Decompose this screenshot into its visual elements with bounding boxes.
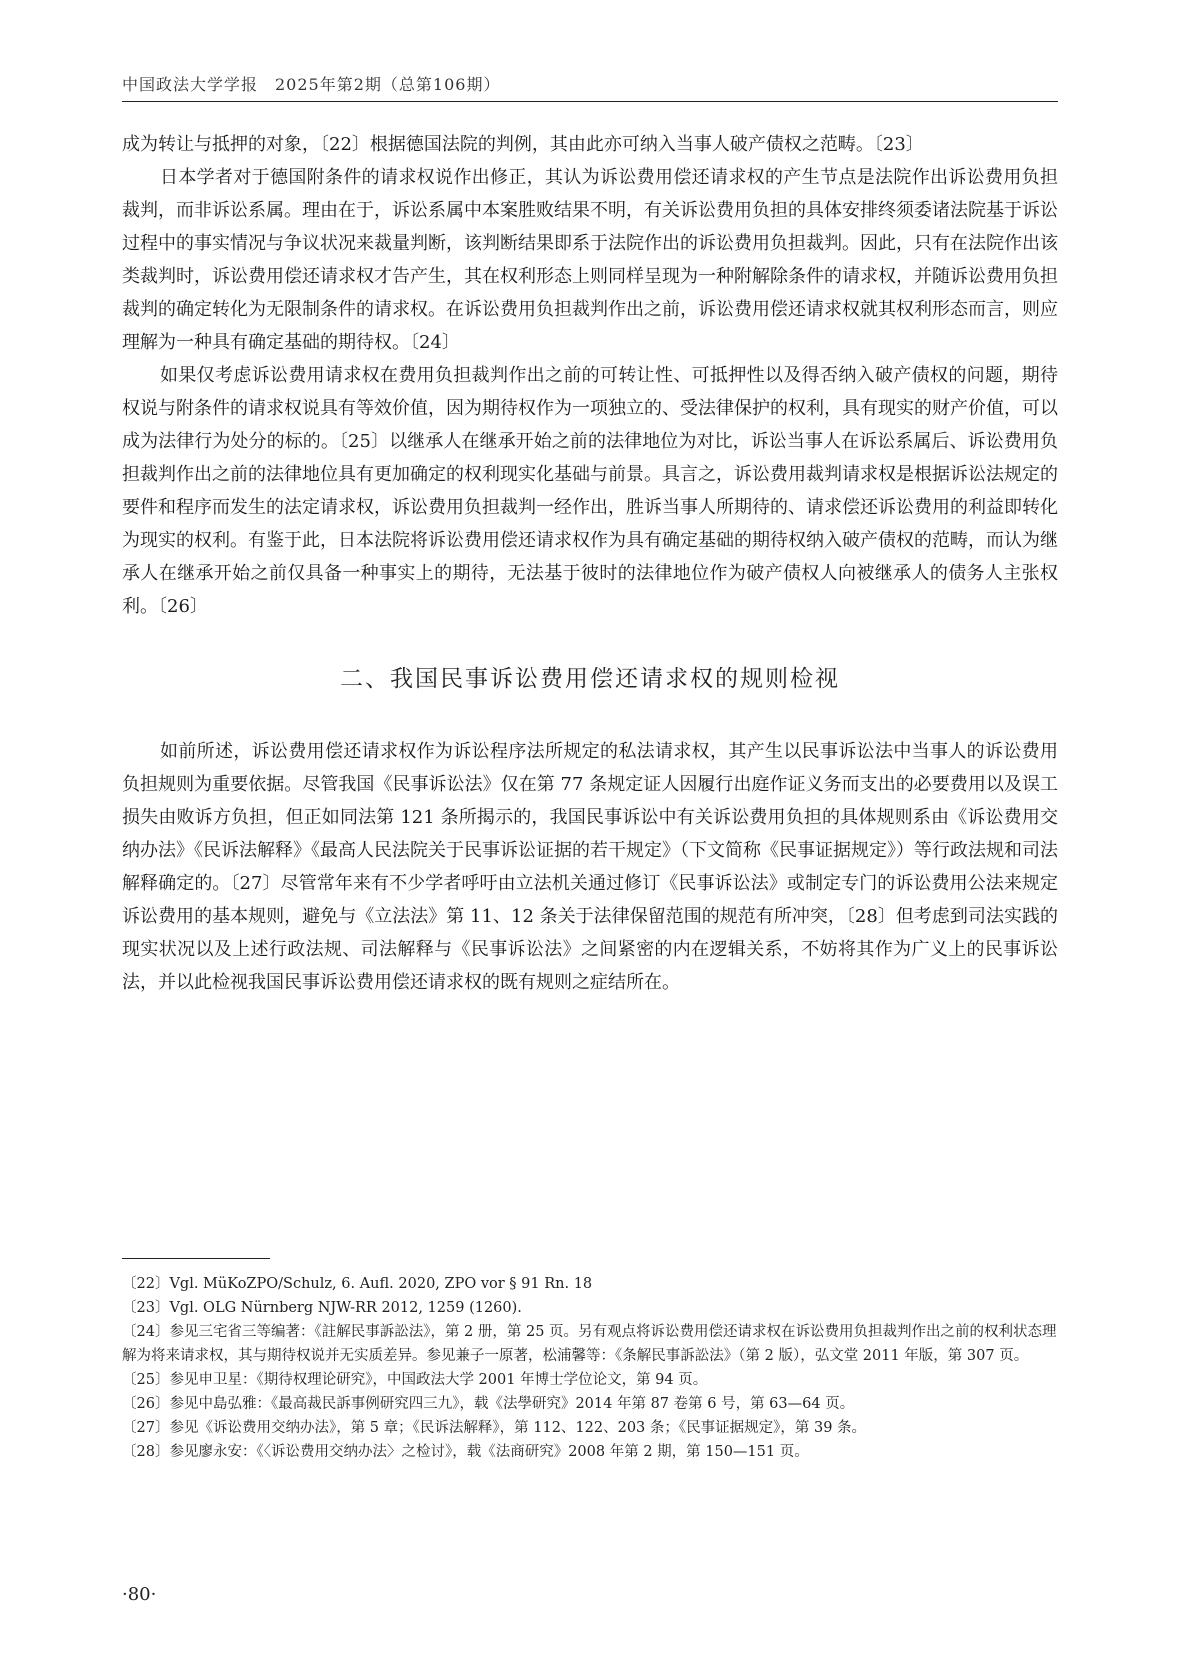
footnote-25: 〔25〕参见申卫星：《期待权理论研究》，中国政法大学 2001 年博士学位论文，第 94 页。 [122,1372,708,1388]
section-heading-block [122,623,1058,735]
footnote-27: 〔27〕参见《诉讼费用交纳办法》，第 5 章；《民诉法解释》，第 112、122、203 条；《民事证据规定》，第 39 条。 [122,1420,867,1436]
paragraph-3: 如果仅考虑诉讼费用请求权在费用负担裁判作出之前的可转让性、可抵押性以及得否纳入破产债权的问题，期待权说与附条件的请求权说具有等效价值，因为期待权作为一项独立的、受法律保护的权利，具有现实的财产价值，可以成为法律行为处分的标的。〔25〕以继承人在继承开始之前的法律地位为对比，诉讼当事人在诉讼系属后、诉讼费用负担裁判作出之前的法律地位具有更加确定的权利现实化基础与前景。具言之，诉讼费用裁判请求权是根据诉讼法规定的要件和程序而发生的法定请求权，诉讼费用负担裁判一经作出，胜诉当事人所期待的、请求偿还诉讼费用的利益即转化为现实的权利。有鉴于此，日本法院将诉讼费用偿还请求权作为具有确定基础的期待权纳入破产债权的范畴，而认为继承人在继承开始之前仅具备一种事实上的期待，无法基于彼时的法律地位作为破产债权人向被继承人的债务人主张权利。〔26〕 [122,365,1058,617]
footnote-24: 〔24〕参见三宅省三等编著：《註解民事訴訟法》，第 2 册，第 25 页。另有观点将诉讼费用偿还请求权在诉讼费用负担裁判作出之前的权利状态理解为将来请求权，其与期待权说并无实质差异。参见兼子一原著，松浦馨等：《条解民事訴訟法》（第 2 版），弘文堂 2011 年版，第 307 页。 [122,1324,1057,1364]
footnote-28: 〔28〕参见廖永安：《〈诉讼费用交纳办法〉之检讨》，载《法商研究》2008 年第 2 期，第 150—151 页。 [122,1444,809,1460]
page-number: ·80· [122,1584,157,1605]
section-title: 二、我国民事诉讼费用偿还请求权的规则检视 [340,666,840,692]
footnote-26: 〔26〕参见中島弘雅：《最高裁民訴事例研究四三九》，载《法學研究》2014 年第 87 卷第 6 号，第 63—64 页。 [122,1396,855,1412]
header-rule [122,101,1058,102]
paragraph-4: 如前所述，诉讼费用偿还请求权作为诉讼程序法所规定的私法请求权，其产生以民事诉讼法中当事人的诉讼费用负担规则为重要依据。尽管我国《民事诉讼法》仅在第 77 条规定证人因履行出庭作证义务而支出的必要费用以及误工损失由败诉方负担，但正如同法第 121 条所揭示的，我国民事诉讼中有关诉讼费用负担的具体规则系由《诉讼费用交纳办法》《民诉法解释》《最高人民法院关于民事诉讼证据的若干规定》（下文简称《民事证据规定》）等行政法规和司法解释确定的。〔27〕尽管常年来有不少学者呼吁由立法机关通过修订《民事诉讼法》或制定专门的诉讼费用公法来规定诉讼费用的基本规则，避免与《立法法》第 11、12 条关于法律保留范围的规范有所冲突，〔28〕但考虑到司法实践的现实状况以及上述行政法规、司法解释与《民事诉讼法》之间紧密的内在逻辑关系，不妨将其作为广义上的民事诉讼法，并以此检视我国民事诉讼费用偿还请求权的既有规则之症结所在。 [122,741,1058,993]
footnote-22: 〔22〕Vgl. MüKoZPO/Schulz, 6. Aufl. 2020, ZPO vor § 91 Rn. 18 [122,1276,593,1292]
footnotes [122,1272,1058,1464]
running-header: 中国政法大学学报 2025年第2期（总第106期） [122,75,501,94]
footnote-23: 〔23〕Vgl. OLG Nürnberg NJW-RR 2012, 1259 (1260). [122,1300,522,1316]
footnote-rule [122,1258,270,1259]
paragraph-2: 日本学者对于德国附条件的请求权说作出修正，其认为诉讼费用偿还请求权的产生节点是法院作出诉讼费用负担裁判，而非诉讼系属。理由在于，诉讼系属中本案胜败结果不明，有关诉讼费用负担的具体安排终须委诸法院基于诉讼过程中的事实情况与争议状况来裁量判断，该判断结果即系于法院作出的诉讼费用负担裁判。因此，只有在法院作出该类裁判时，诉讼费用偿还请求权才告产生，其在权利形态上则同样呈现为一种附解除条件的请求权，并随诉讼费用负担裁判的确定转化为无限制条件的请求权。在诉讼费用负担裁判作出之前，诉讼费用偿还请求权就其权利形态而言，则应理解为一种具有确定基础的期待权。〔24〕 [122,167,1058,353]
paragraph-1: 成为转让与抵押的对象，〔22〕根据德国法院的判例，其由此亦可纳入当事人破产债权之范畴。〔23〕 [122,134,924,155]
main-text [122,128,1058,999]
